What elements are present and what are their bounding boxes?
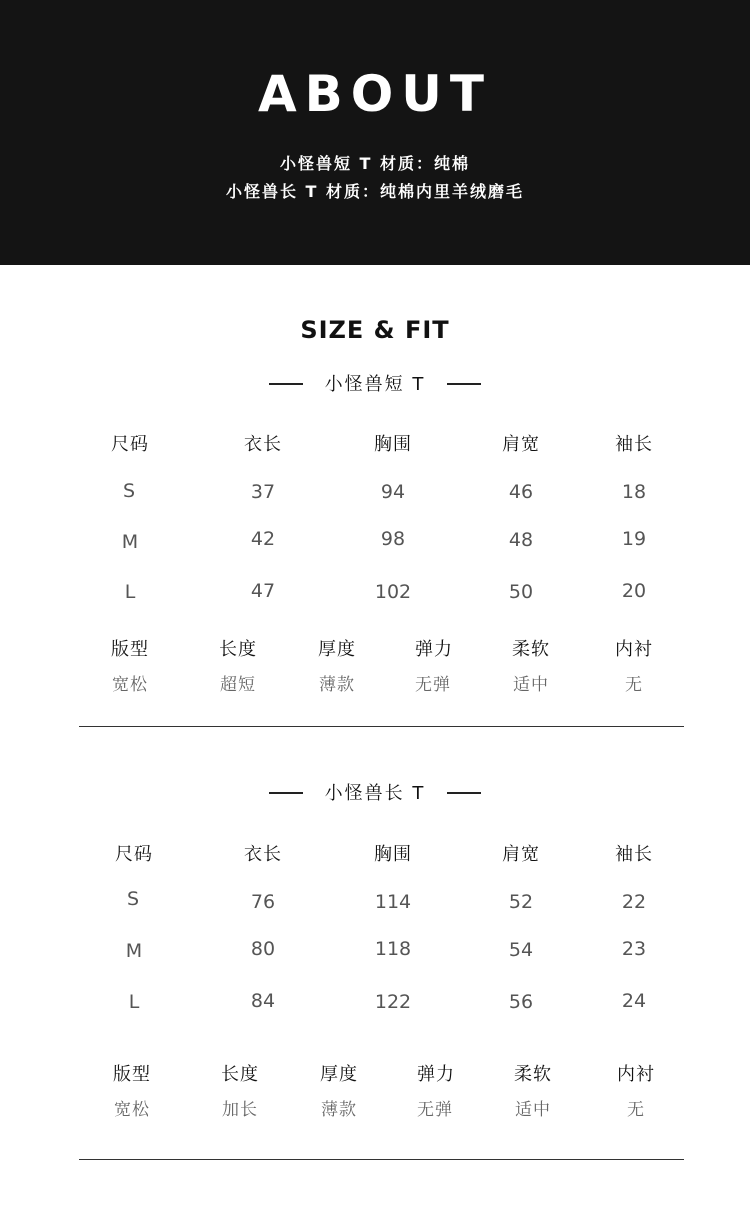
sleeve-cell: 20: [621, 580, 647, 602]
length-cell: 76: [250, 891, 276, 913]
shoulder-cell: 48: [508, 529, 534, 551]
property-value: 无: [625, 675, 643, 695]
shoulder-cell: 54: [508, 939, 534, 961]
about-title: ABOUT: [257, 65, 493, 123]
length-cell: 42: [250, 528, 276, 550]
property-label: 内衬: [617, 1064, 655, 1085]
shoulder-cell: 52: [508, 891, 534, 913]
chest-cell: 118: [374, 938, 412, 960]
column-header-chest: 胸围: [374, 434, 412, 455]
property-value: 宽松: [112, 675, 148, 695]
property-label: 版型: [111, 639, 149, 660]
length-cell: 47: [250, 580, 276, 602]
about-material-short: 小怪兽短 T 材质：纯棉: [279, 154, 471, 173]
property-value: 加长: [222, 1100, 258, 1120]
property-value: 无弹: [415, 675, 451, 695]
length-cell: 37: [250, 481, 276, 503]
section-divider: [79, 1159, 684, 1160]
shoulder-cell: 46: [508, 481, 534, 503]
column-header-sleeve: 袖长: [615, 844, 653, 865]
column-header-length: 衣长: [244, 844, 282, 865]
property-value: 超短: [220, 675, 256, 695]
size-cell: L: [124, 581, 136, 603]
size-cell: L: [128, 991, 140, 1013]
shoulder-cell: 50: [508, 581, 534, 603]
divider-dash: [269, 383, 303, 385]
property-value: 无弹: [417, 1100, 453, 1120]
property-label: 长度: [221, 1064, 259, 1085]
property-label: 弹力: [415, 639, 453, 660]
column-header-length: 衣长: [244, 434, 282, 455]
divider-dash: [269, 792, 303, 794]
column-header-size: 尺码: [115, 844, 153, 865]
sleeve-cell: 19: [621, 528, 647, 550]
property-label: 版型: [113, 1064, 151, 1085]
divider-dash: [447, 383, 481, 385]
property-value: 宽松: [114, 1100, 150, 1120]
length-cell: 84: [250, 990, 276, 1012]
size-fit-heading: SIZE & FIT: [300, 316, 450, 344]
property-label: 柔软: [512, 639, 550, 660]
sleeve-cell: 24: [621, 990, 647, 1012]
property-label: 弹力: [417, 1064, 455, 1085]
divider-dash: [447, 792, 481, 794]
size-cell: S: [126, 888, 140, 910]
sleeve-cell: 18: [621, 481, 647, 503]
property-label: 柔软: [514, 1064, 552, 1085]
property-value: 适中: [513, 675, 549, 695]
size-cell: M: [121, 531, 139, 553]
property-label: 厚度: [318, 639, 356, 660]
chest-cell: 122: [374, 991, 412, 1013]
table-long-title: 小怪兽长 T: [0, 781, 750, 807]
column-header-shoulder: 肩宽: [502, 434, 540, 455]
shoulder-cell: 56: [508, 991, 534, 1013]
sleeve-cell: 23: [621, 938, 647, 960]
property-value: 适中: [515, 1100, 551, 1120]
property-label: 厚度: [320, 1064, 358, 1085]
property-value: 薄款: [319, 675, 355, 695]
property-value: 无: [627, 1100, 645, 1120]
property-label: 长度: [219, 639, 257, 660]
column-header-chest: 胸围: [374, 844, 412, 865]
about-banner: [0, 0, 750, 265]
chest-cell: 94: [380, 481, 406, 503]
column-header-sleeve: 袖长: [615, 434, 653, 455]
chest-cell: 114: [374, 891, 412, 913]
property-value: 薄款: [321, 1100, 357, 1120]
table-short-title: 小怪兽短 T: [0, 372, 750, 398]
chest-cell: 102: [374, 581, 412, 603]
section-divider: [79, 726, 684, 727]
about-material-long: 小怪兽长 T 材质：纯棉内里羊绒磨毛: [225, 182, 525, 201]
size-cell: M: [125, 940, 143, 962]
column-header-shoulder: 肩宽: [502, 844, 540, 865]
size-cell: S: [122, 480, 136, 502]
chest-cell: 98: [380, 528, 406, 550]
length-cell: 80: [250, 938, 276, 960]
column-header-size: 尺码: [111, 434, 149, 455]
property-label: 内衬: [615, 639, 653, 660]
sleeve-cell: 22: [621, 891, 647, 913]
